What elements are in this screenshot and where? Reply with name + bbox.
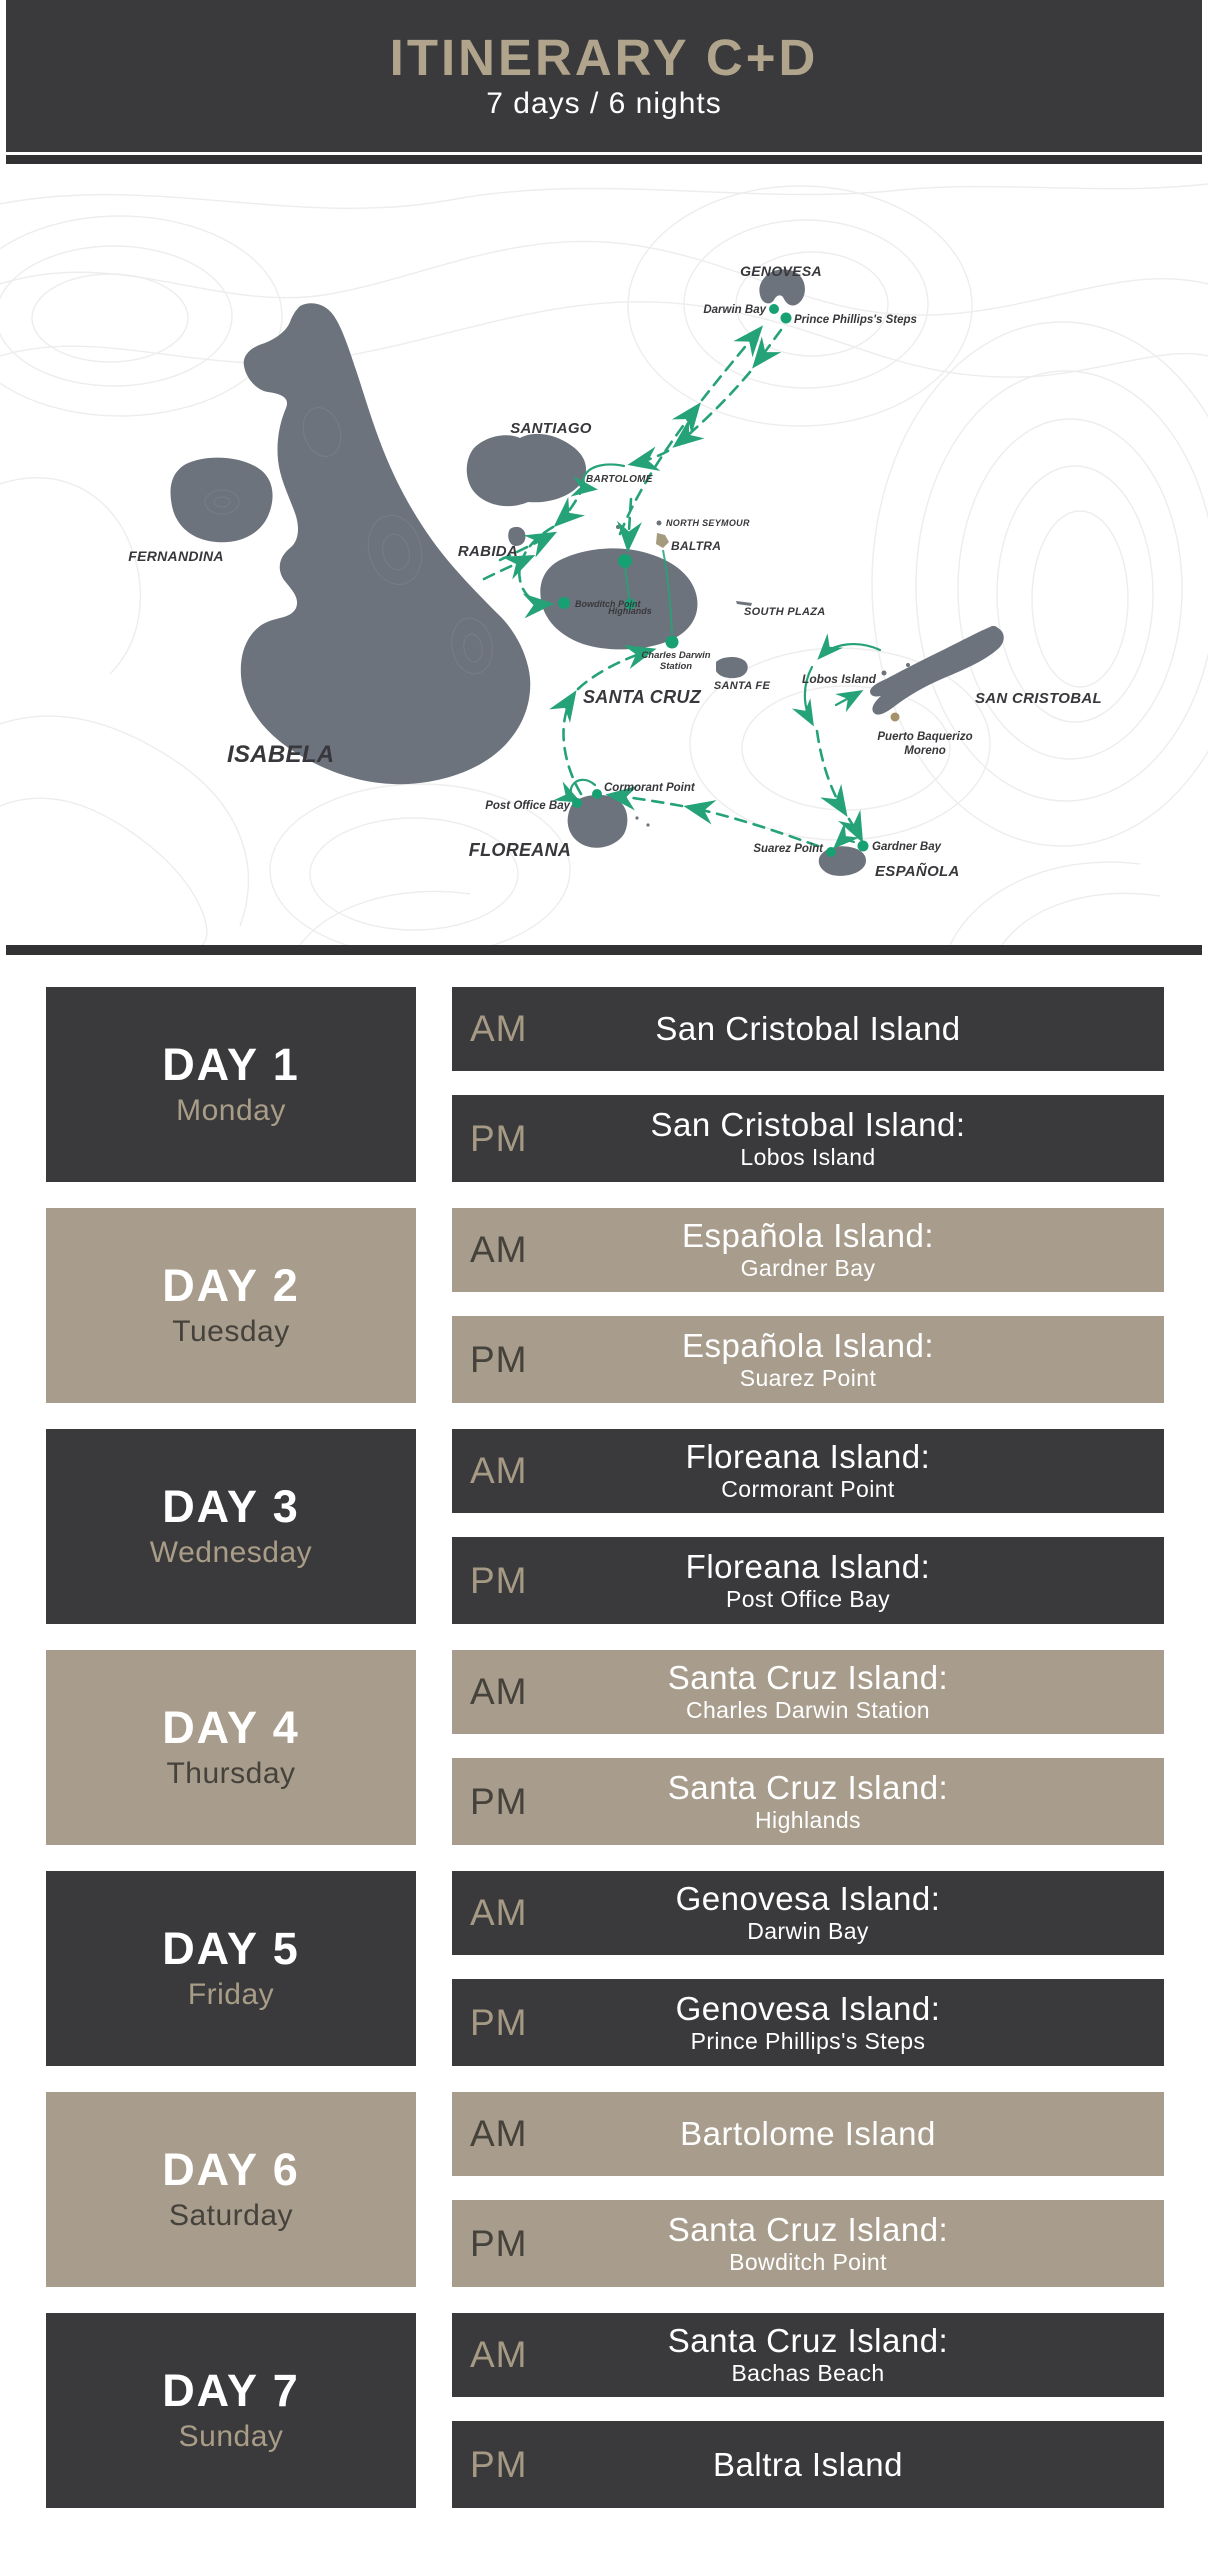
point-label-bowditch: Bowditch Point [575, 599, 641, 609]
day-7-am-line1: Santa Cruz Island: [667, 2322, 949, 2360]
day-7-pm-row [452, 2421, 1164, 2508]
day-4-block [46, 1650, 416, 1845]
day-4-am-line2: Charles Darwin Station [685, 1697, 930, 1724]
day-2-pm-row [452, 1316, 1164, 1403]
islet-floreana-2 [646, 823, 649, 826]
map-label-santa-fe: SANTA FE [713, 680, 771, 692]
itinerary-table [0, 955, 1208, 2508]
point-label-highlands: Highlands [608, 606, 652, 616]
day-5-am-row [452, 1871, 1164, 1955]
map-label-espanola: ESPAÑOLA [875, 863, 960, 880]
day-3-rows [452, 1429, 1164, 1624]
day-3-block [46, 1429, 416, 1624]
day-group-3 [46, 1429, 1164, 1624]
day-5-pm-line2: Prince Phillips's Steps [690, 2027, 926, 2054]
pm-label: PM [470, 1117, 528, 1159]
pm-label: PM [470, 2001, 528, 2043]
day-3-weekday: Wednesday [149, 1536, 313, 1570]
day-7-rows [452, 2313, 1164, 2508]
page-title: ITINERARY C+D [389, 28, 819, 86]
day-3-am-row [452, 1429, 1164, 1513]
map-label-san-cristobal: SAN CRISTOBAL [975, 690, 1102, 707]
day-group-1 [46, 987, 1164, 1182]
day-group-2 [46, 1208, 1164, 1403]
am-label: AM [470, 2113, 528, 2154]
day-5-weekday: Friday [187, 1978, 275, 2012]
day-2-am-line1: Española Island: [681, 1217, 934, 1255]
day-5-am-line1: Genovesa Island: [675, 1880, 941, 1918]
day-3-pm-line2: Post Office Bay [725, 1585, 891, 1612]
day-2-pm-line1: Española Island: [681, 1326, 934, 1364]
map-label-north-seymour: NORTH SEYMOUR [666, 518, 750, 528]
day-7-block [46, 2313, 416, 2508]
day-1-pm-line2: Lobos Island [740, 1143, 876, 1170]
map-svg [0, 164, 1208, 945]
day-1-am-row [452, 987, 1164, 1071]
point-label-puerto-2: Moreno [904, 745, 946, 757]
day-3-am-line1: Floreana Island: [685, 1438, 931, 1476]
day-group-5 [46, 1871, 1164, 2066]
map-label-south-plaza: SOUTH PLAZA [744, 606, 826, 618]
day-2-block [46, 1208, 416, 1403]
day-6-weekday: Saturday [168, 2199, 294, 2233]
map-label-santiago: SANTIAGO [510, 420, 592, 437]
day-5-title: DAY 5 [162, 1922, 300, 1974]
day-6-pm-row [452, 2200, 1164, 2287]
day-2-weekday: Tuesday [172, 1315, 290, 1349]
pm-label: PM [470, 1780, 528, 1822]
day-3-pm-row [452, 1537, 1164, 1624]
islet-floreana-1 [635, 816, 638, 819]
day-6-block [46, 2092, 416, 2287]
map-label-floreana: FLOREANA [468, 840, 572, 860]
pm-label: PM [470, 2222, 528, 2264]
island-espanola [819, 846, 866, 876]
day-3-pm-line1: Floreana Island: [685, 1547, 931, 1585]
dot-bowditch-point [558, 597, 570, 609]
islet-near-san-cristobal [906, 663, 910, 667]
day-3-am-line2: Cormorant Point [721, 1476, 895, 1503]
map-label-bartolome: BARTOLOME [586, 474, 653, 485]
day-7-am-row [452, 2313, 1164, 2397]
island-bartolome [578, 476, 583, 481]
point-label-post-office: Post Office Bay [485, 800, 570, 812]
dot-cormorant-point [592, 789, 602, 799]
dot-suarez-point [826, 847, 836, 857]
day-7-title: DAY 7 [162, 2364, 300, 2416]
day-5-pm-line1: Genovesa Island: [675, 1989, 941, 2027]
dot-puerto-baquerizo [891, 713, 900, 722]
day-1-title: DAY 1 [162, 1038, 300, 1090]
map-label-genovesa: GENOVESA [740, 263, 822, 279]
point-label-cormorant: Cormorant Point [604, 782, 695, 794]
day-5-rows [452, 1871, 1164, 2066]
day-2-title: DAY 2 [162, 1259, 300, 1311]
divider-top [6, 155, 1202, 164]
day-7-weekday: Sunday [178, 2420, 284, 2454]
day-1-block [46, 987, 416, 1182]
island-north-seymour [657, 521, 662, 526]
day-4-pm-line1: Santa Cruz Island: [667, 1768, 949, 1806]
day-group-4 [46, 1650, 1164, 1845]
day-5-pm-row [452, 1979, 1164, 2066]
day-6-rows [452, 2092, 1164, 2287]
day-5-block [46, 1871, 416, 2066]
day-2-pm-line2: Suarez Point [739, 1364, 877, 1391]
am-label: AM [470, 1892, 528, 1933]
day-4-title: DAY 4 [162, 1701, 300, 1753]
day-1-pm-row [452, 1095, 1164, 1182]
island-santa-fe [716, 657, 748, 678]
day-2-am-row [452, 1208, 1164, 1292]
day-7-am-line2: Bachas Beach [731, 2360, 885, 2387]
pm-label: PM [470, 2443, 528, 2485]
point-label-prince-phillips: Prince Phillips's Steps [794, 314, 917, 326]
am-label: AM [470, 2334, 528, 2375]
am-label: AM [470, 1671, 528, 1712]
am-label: AM [470, 1008, 528, 1049]
dot-bachas-beach [618, 554, 632, 568]
map-label-isabela: ISABELA [227, 741, 335, 768]
pm-label: PM [470, 1338, 528, 1380]
day-4-am-line1: Santa Cruz Island: [667, 1659, 949, 1697]
day-2-rows [452, 1208, 1164, 1403]
day-group-7 [46, 2313, 1164, 2508]
day-4-pm-row [452, 1758, 1164, 1845]
point-label-gardner: Gardner Bay [872, 841, 942, 853]
day-4-rows [452, 1650, 1164, 1845]
dot-darwin-bay [769, 304, 779, 314]
header-banner [6, 0, 1202, 152]
pm-label: PM [470, 1559, 528, 1601]
point-label-charles-darwin-1: Charles Darwin [641, 650, 711, 661]
day-6-pm-line2: Bowditch Point [729, 2248, 887, 2275]
point-label-darwin-bay: Darwin Bay [703, 304, 766, 316]
day-6-pm-line1: Santa Cruz Island: [667, 2210, 949, 2248]
day-1-weekday: Monday [176, 1094, 286, 1128]
island-santiago [467, 434, 586, 506]
day-2-am-line2: Gardner Bay [740, 1255, 876, 1282]
day-6-title: DAY 6 [162, 2143, 300, 2195]
dot-charles-darwin [666, 636, 679, 649]
day-6-am-line1: Bartolome Island [680, 2115, 936, 2153]
island-fernandina [171, 458, 273, 543]
point-label-puerto-1: Puerto Baquerizo [877, 731, 973, 743]
islands-group [171, 269, 1004, 876]
map-label-baltra: BALTRA [671, 539, 722, 553]
point-label-charles-darwin-2: Station [659, 661, 693, 672]
dot-post-office-bay [572, 798, 582, 808]
galapagos-map [0, 164, 1208, 945]
island-baltra [656, 533, 669, 548]
islet-daphne [616, 525, 620, 529]
day-4-pm-line2: Highlands [755, 1806, 861, 1833]
dot-prince-phillips [781, 313, 792, 324]
map-label-rabida: RABIDA [457, 543, 519, 560]
map-label-fernandina: FERNANDINA [128, 548, 224, 564]
day-group-6 [46, 2092, 1164, 2287]
day-4-weekday: Thursday [166, 1757, 296, 1791]
day-5-am-line2: Darwin Bay [747, 1918, 869, 1945]
divider-bottom [6, 945, 1202, 955]
map-label-santa-cruz: SANTA CRUZ [583, 687, 701, 707]
dot-gardner-bay [858, 841, 869, 852]
day-7-pm-line1: Baltra Island [713, 2445, 903, 2483]
islet-lobos [882, 671, 887, 676]
day-3-title: DAY 3 [162, 1480, 300, 1532]
page-subtitle: 7 days / 6 nights [486, 87, 722, 121]
am-label: AM [470, 1229, 528, 1270]
point-label-suarez: Suarez Point [753, 843, 823, 855]
day-1-am-line1: San Cristobal Island [655, 1010, 961, 1048]
day-1-rows [452, 987, 1164, 1182]
point-label-lobos: Lobos Island [801, 672, 876, 686]
day-6-am-row [452, 2092, 1164, 2176]
day-4-am-row [452, 1650, 1164, 1734]
day-1-pm-line1: San Cristobal Island: [650, 1105, 966, 1143]
am-label: AM [470, 1450, 528, 1491]
